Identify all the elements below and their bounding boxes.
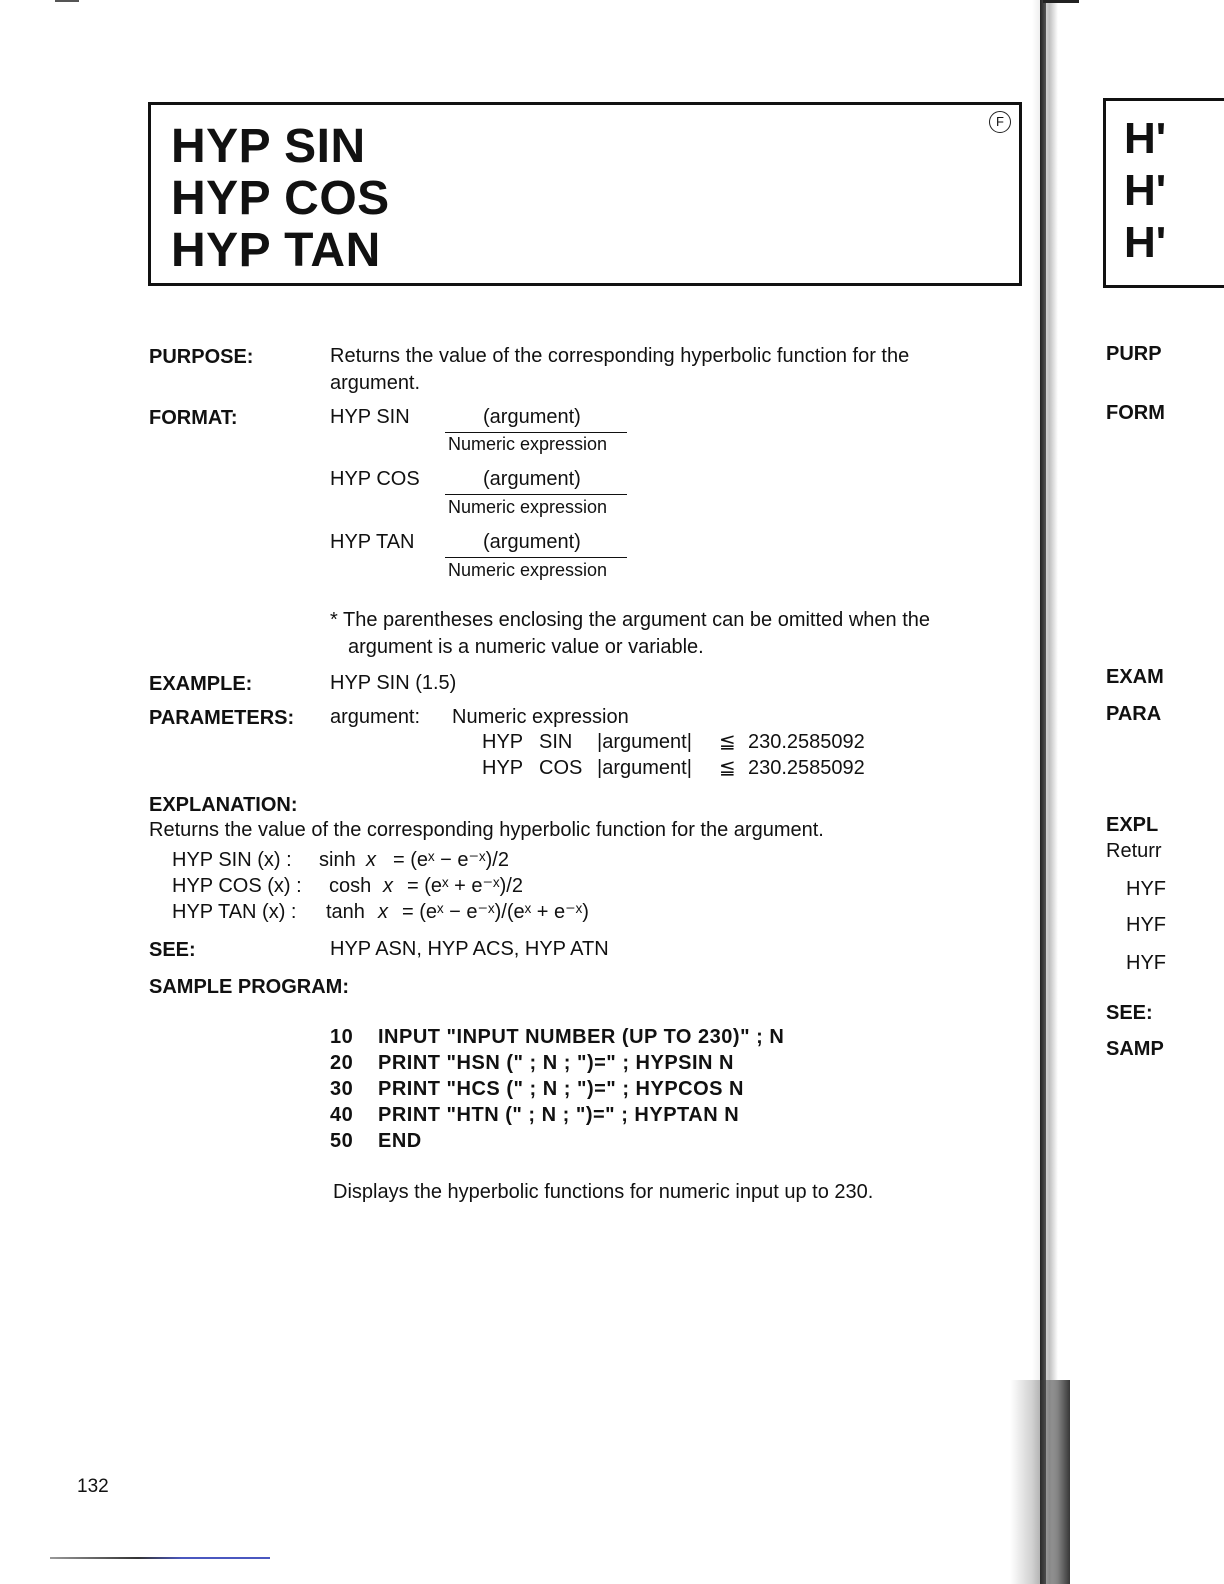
program-line-number: 20 [330, 1052, 354, 1074]
note-line1: * The parentheses enclosing the argument can be omitted when the [330, 609, 931, 631]
next-page-label: SAMP [1106, 1038, 1164, 1060]
format-keyword-tan: HYP TAN [330, 531, 415, 553]
purpose-line1: Returns the value of the corresponding hyperbolic function for the [330, 345, 910, 367]
next-page-title-box [1103, 98, 1224, 288]
explanation-text: Returns the value of the corresponding hyperbolic function for the argument. [149, 819, 824, 841]
param-limit-sin-op: ≦ [719, 731, 736, 753]
next-page-label: PURP [1106, 343, 1162, 365]
next-page-title-2: H' [1124, 166, 1167, 215]
next-page-label: PARA [1106, 703, 1162, 725]
program-line-code: PRINT "HSN (" ; N ; ")=" ; HYPSIN N [378, 1052, 734, 1074]
formula-tanh-lhs: HYP TAN (x) : [172, 901, 297, 923]
sample-program-label: SAMPLE PROGRAM: [149, 976, 349, 998]
next-page-text: HYF [1126, 952, 1166, 974]
program-note: Displays the hyperbolic functions for numeric input up to 230. [333, 1181, 874, 1203]
program-line-number: 40 [330, 1104, 354, 1126]
next-page-label: FORM [1106, 402, 1165, 424]
format-keyword-cos: HYP COS [330, 468, 420, 490]
param-limit-sin-func: HYP [482, 731, 524, 753]
format-label: FORMAT: [149, 407, 238, 429]
next-page-label: EXAM [1106, 666, 1164, 688]
program-line-code: PRINT "HTN (" ; N ; ")=" ; HYPTAN N [378, 1104, 740, 1126]
format-expr-sin: Numeric expression [448, 434, 608, 454]
param-limit-cos-name: COS [539, 757, 583, 779]
title-hyp-tan: HYP TAN [171, 224, 381, 277]
param-limit-cos-op: ≦ [719, 757, 736, 779]
formula-tanh-fn: tanh [326, 901, 365, 923]
format-arg-cos: (argument) [483, 468, 581, 490]
purpose-line2: argument. [330, 372, 421, 394]
format-arg-tan: (argument) [483, 531, 581, 553]
formula-sinh-fn: sinh [319, 849, 356, 871]
format-arg-sin: (argument) [483, 406, 581, 428]
param-limit-sin-name: SIN [539, 731, 573, 753]
see-label: SEE: [149, 939, 196, 961]
param-limit-cos-func: HYP [482, 757, 524, 779]
title-hyp-cos: HYP COS [171, 172, 390, 225]
next-page-label: EXPL [1106, 814, 1159, 836]
formula-sinh-rhs: = (eˣ − e⁻ˣ)/2 [393, 849, 509, 871]
param-limit-sin-abs: |argument| [597, 731, 692, 753]
gutter-fold-shadow [1010, 1380, 1070, 1584]
formula-cosh-var: x [383, 875, 393, 897]
parameter-name: argument: [330, 706, 421, 728]
formula-cosh-fn: cosh [329, 875, 372, 897]
formula-sinh-lhs: HYP SIN (x) : [172, 849, 292, 871]
scan-mark-top [55, 0, 79, 2]
param-limit-cos-value: 230.2585092 [748, 757, 865, 779]
formula-cosh-lhs: HYP COS (x) : [172, 875, 302, 897]
format-underline-tan [445, 557, 627, 558]
next-page-text: HYF [1126, 878, 1166, 900]
page-gutter [1040, 0, 1046, 1584]
formula-tanh-var: x [378, 901, 388, 923]
format-expr-tan: Numeric expression [448, 560, 608, 580]
format-keyword-sin: HYP SIN [330, 406, 410, 428]
formula-sinh-var: x [366, 849, 376, 871]
title-box [148, 102, 1022, 286]
next-page-label: SEE: [1106, 1002, 1153, 1024]
program-line-number: 50 [330, 1130, 354, 1152]
purpose-label: PURPOSE: [149, 346, 254, 368]
next-page-text: HYF [1126, 914, 1166, 936]
format-expr-cos: Numeric expression [448, 497, 608, 517]
see-text: HYP ASN, HYP ACS, HYP ATN [330, 938, 609, 960]
parameters-label: PARAMETERS: [149, 707, 295, 729]
program-line-code: INPUT "INPUT NUMBER (UP TO 230)" ; N [378, 1026, 785, 1048]
formula-cosh-rhs: = (eˣ + e⁻ˣ)/2 [407, 875, 523, 897]
spine-top-edge [1043, 0, 1079, 3]
format-underline-sin [445, 432, 627, 433]
next-page-text: Returr [1106, 840, 1162, 862]
next-page-title-3: H' [1124, 218, 1167, 267]
title-hyp-sin: HYP SIN [171, 120, 366, 173]
program-line-code: PRINT "HCS (" ; N ; ")=" ; HYPCOS N [378, 1078, 744, 1100]
param-limit-sin-value: 230.2585092 [748, 731, 865, 753]
example-label: EXAMPLE: [149, 673, 253, 695]
function-mark-icon: F [989, 111, 1011, 133]
program-line-code: END [378, 1130, 422, 1152]
example-text: HYP SIN (1.5) [330, 672, 457, 694]
formula-tanh-rhs: = (eˣ − e⁻ˣ)/(eˣ + e⁻ˣ) [402, 901, 589, 923]
explanation-label: EXPLANATION: [149, 794, 298, 816]
program-line-number: 10 [330, 1026, 354, 1048]
program-line-number: 30 [330, 1078, 354, 1100]
param-limit-cos-abs: |argument| [597, 757, 692, 779]
note-line2: argument is a numeric value or variable. [348, 636, 704, 658]
parameter-type: Numeric expression [452, 706, 629, 728]
scan-mark-bottom [50, 1557, 270, 1559]
format-underline-cos [445, 494, 627, 495]
page-number: 132 [77, 1476, 109, 1497]
next-page-title-1: H' [1124, 114, 1167, 163]
